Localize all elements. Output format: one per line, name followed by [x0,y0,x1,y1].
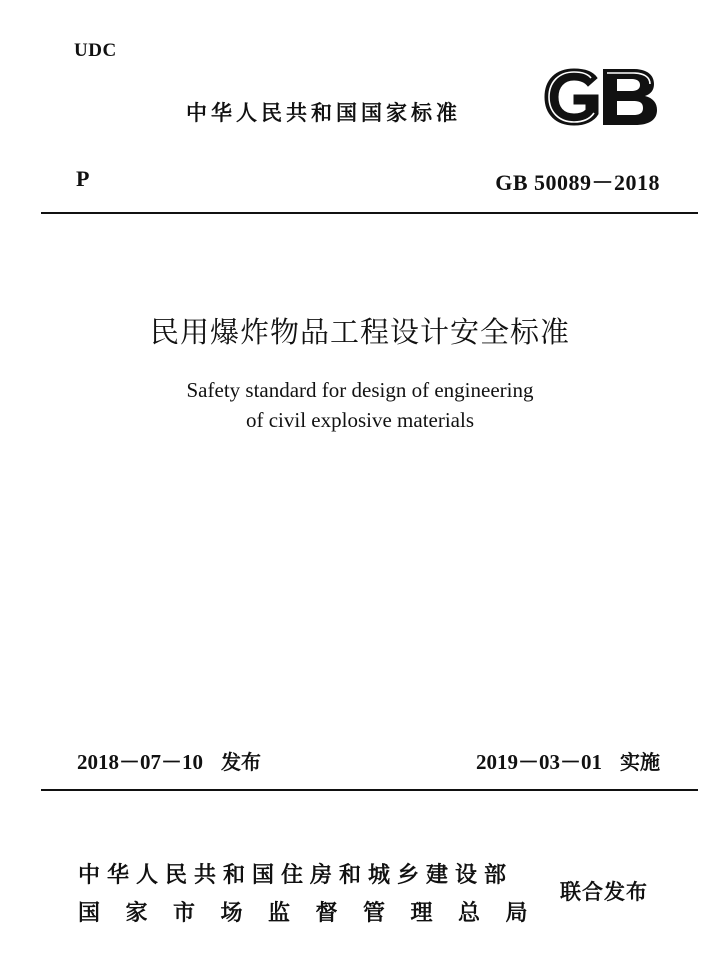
national-standard-heading: 中华人民共和国国家标准 [186,101,461,125]
standard-number: GB 50089－2018 [495,170,660,195]
implement-date-block [476,746,660,776]
title-english-line2: of civil explosive materials [245,408,475,432]
issuer-ministry: 中华人民共和国住房和城乡建设部 [78,863,514,888]
joint-issue-label: 联合发布 [560,880,648,904]
udc-label: UDC [74,40,117,61]
issuer-administration: 国家市场监督管理总局 [78,901,554,926]
title-english-line1: Safety standard for design of engineering [186,378,534,402]
bottom-divider [41,789,698,791]
implement-label: 实施 [620,750,660,774]
top-divider [41,212,698,214]
issue-date-block [77,746,261,776]
implement-date: 2019－03－01 [476,750,602,774]
issue-label: 发布 [221,750,261,774]
classification-code: P [76,166,90,191]
gb-logo-icon [541,66,661,128]
issue-date: 2018－07－10 [77,750,203,774]
title-chinese: 民用爆炸物品工程设计安全标准 [149,315,570,349]
